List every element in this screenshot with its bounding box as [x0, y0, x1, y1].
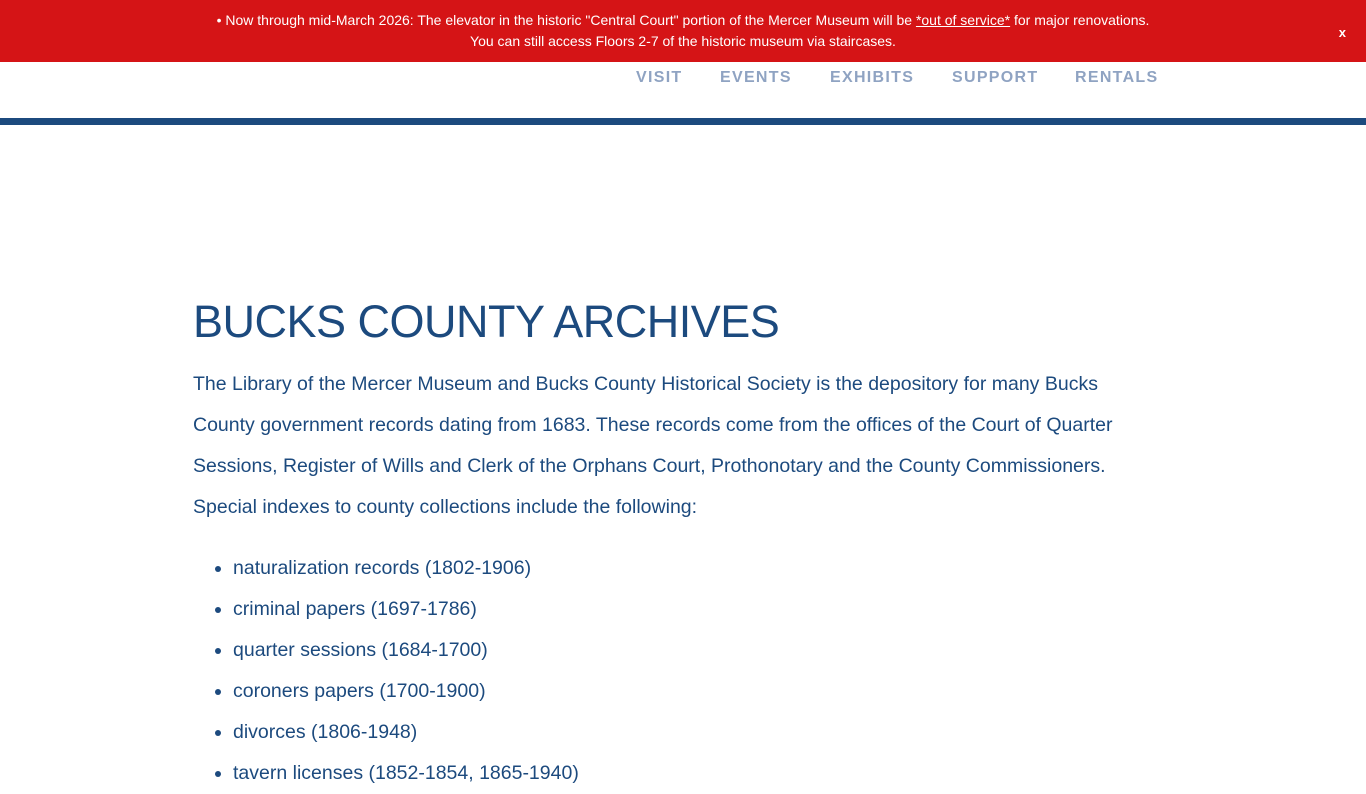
- list-item: • coroners papers (1700-1900): [233, 671, 579, 712]
- out-of-service-link[interactable]: *out of service*: [915, 12, 1011, 28]
- alert-line-1: [0, 10, 1366, 31]
- alert-line-2: You can still access Floors 2-7 of the historic museum via staircases.: [470, 33, 896, 49]
- list-item: • criminal papers (1697-1786): [233, 589, 579, 630]
- header-divider: [0, 118, 1366, 125]
- page-title: BUCKS COUNTY ARCHIVES: [193, 296, 780, 347]
- alert-text: • Now through mid-March 2026: The elevator in the historic "Central Court" portion of the Mercer Museum will be: [216, 12, 916, 28]
- list-item: • divorces (1806-1948): [233, 712, 579, 753]
- nav-visit[interactable]: VISIT: [636, 69, 683, 86]
- nav-exhibits[interactable]: EXHIBITS: [830, 69, 915, 86]
- nav-rentals[interactable]: RENTALS: [1075, 69, 1159, 86]
- intro-paragraph: The Library of the Mercer Museum and Bucks County Historical Society is the depository for many Bucks County government records dating from 1683. These records come from the offices of the Court of Quarter Sessions, Register of Wills and Clerk of the Orphans Court, Prothonotary and the County Commissioners. Special indexes to county collections include the following:: [193, 373, 1113, 518]
- alert-banner: [0, 0, 1366, 62]
- list-item: • tavern licenses (1852-1854, 1865-1940): [233, 753, 579, 794]
- main-nav: [0, 62, 1366, 118]
- index-list: [193, 548, 579, 794]
- alert-text: for major renovations.: [1010, 12, 1150, 28]
- list-item: • quarter sessions (1684-1700): [233, 630, 579, 671]
- list-item: • naturalization records (1802-1906): [233, 548, 579, 589]
- nav-support[interactable]: SUPPORT: [952, 69, 1039, 86]
- nav-events[interactable]: EVENTS: [720, 69, 792, 86]
- close-icon[interactable]: x: [1338, 25, 1346, 40]
